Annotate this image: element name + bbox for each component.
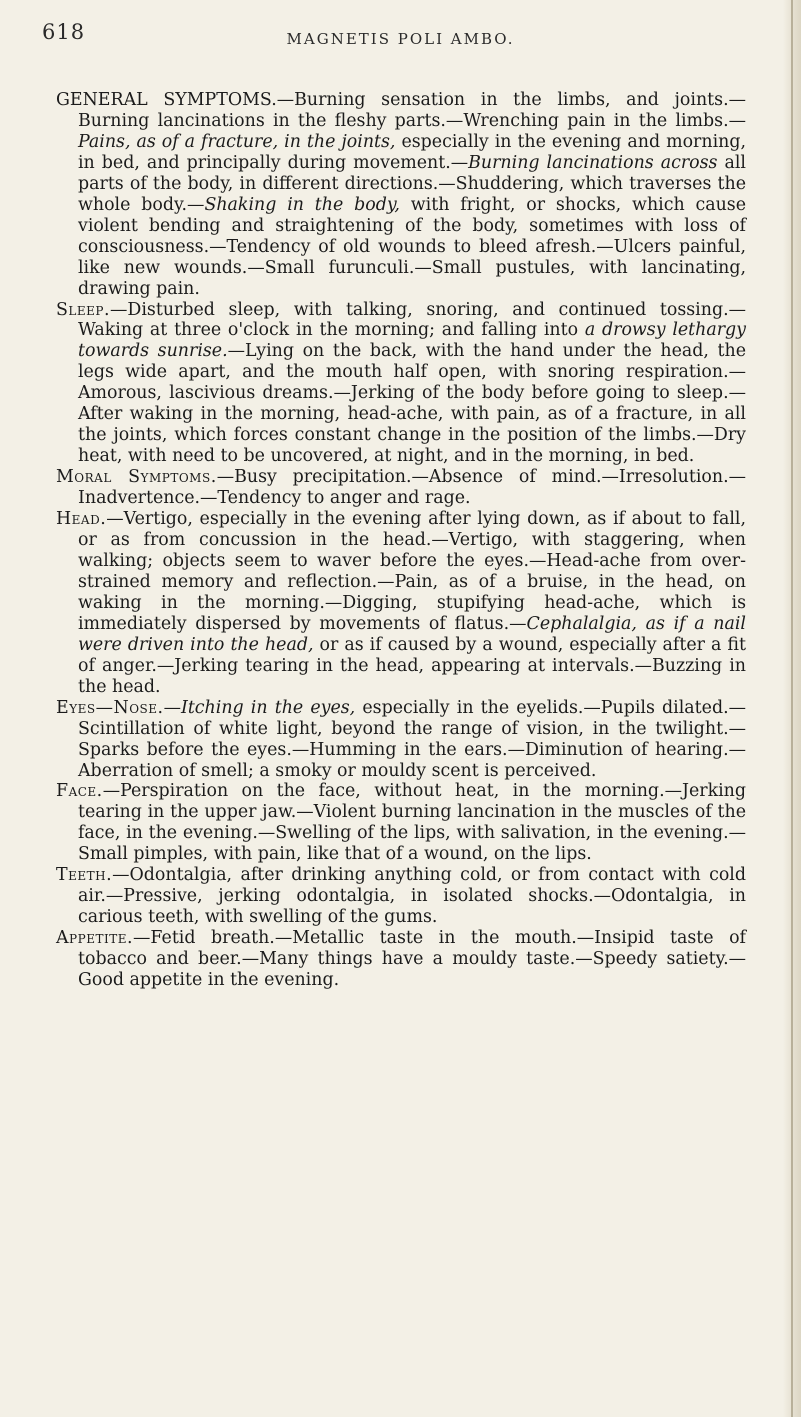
entry-text: —Burning sensation in the limbs, and joints.—Burning lancinations in the fleshy parts.—Wrenching pain in the limbs.— [78, 90, 746, 131]
italic-text: Shaking in the body, [204, 194, 400, 215]
entry-head [56, 509, 746, 698]
entry-general-symptoms [56, 90, 746, 300]
entry-text: —Odontalgia, after drinking anything cold, or from contact with cold air.—Pressive, jerking odontalgia, in isolated shocks.—Odontalgia, in carious teeth, with swelling of the gums. [78, 865, 746, 928]
entry-text: —Busy precipitation.—Absence of mind.—Irresolution.—Inadvertence.—Tendency to anger and rage. [78, 467, 746, 509]
italic-text: Burning lancinations across [468, 152, 718, 173]
entry-text: all parts of the body, in different directions.—Shuddering, which traverses the whole body.— [78, 152, 746, 215]
entry-heading: Head. [56, 509, 107, 530]
entry-heading: Face. [56, 781, 103, 802]
italic-text: Cephalalgia, as if a nail were driven into the head, [78, 613, 746, 655]
page-edge-rule [791, 0, 793, 1417]
entry-sleep [56, 300, 746, 468]
entry-appetite [56, 928, 746, 991]
running-head: MAGNETIS POLI AMBO. [286, 30, 515, 48]
entry-text: especially in the eyelids.—Pupils dilated.—Scintillation of white light, beyond the range of vision, in the twilight.—Sparks before the eyes.—Humming in the ears.—Diminution of hearing.—Aberration of smell; a smoky or mouldy scent is perceived. [78, 697, 746, 781]
entry-moral-symptoms [56, 467, 746, 509]
entry-teeth [56, 865, 746, 928]
italic-text: Itching in the eyes, [180, 697, 356, 718]
page-number: 618 [42, 20, 86, 44]
entry-heading: Sleep. [56, 299, 111, 320]
entry-text: —Lying on the back, with the hand under the head, the legs wide apart, and the mouth half open, with snoring respiration.—Amorous, lascivious dreams.—Jerking of the body before going to sleep.—After waking in the morning, head-ache, with pain, as of a fracture, in all the joints, which forces constant change in the position of the limbs.—Dry heat, with need to be uncovered, at night, and in the morning, in bed. [78, 341, 746, 467]
entry-text: with fright, or shocks, which cause violent bending and straightening of the body, sometimes with loss of consciousness.—Tendency of old wounds to bleed afresh.—Ulcers painful, like new wounds.—Small furunculi.—Small pustules, with lancinating, drawing pain. [78, 194, 747, 299]
entry-text: especially in the evening and morning, in bed, and principally during movement.— [78, 131, 746, 173]
entry-text: — [163, 697, 181, 718]
entry-text: —Fetid breath.—Metallic taste in the mouth.—Insipid taste of tobacco and beer.—Many things have a mouldy taste.—Speedy satiety.—Good appetite in the evening. [78, 928, 746, 991]
entry-text: —Disturbed sleep, with talking, snoring, and continued tossing.—Waking at three o'clock in the morning; and falling into [78, 299, 746, 341]
entry-heading: Eyes—Nose. [56, 697, 164, 718]
entry-face [56, 781, 746, 865]
entry-heading: GENERAL SYMPTOMS. [56, 90, 277, 110]
entry-text: —Vertigo, especially in the evening after lying down, as if about to fall, or as from concussion in the head.—Vertigo, with staggering, when walking; objects seem to waver before the eyes.—Head-ache from over-strained memory and reflection.—Pain, as of a bruise, in the head, on waking in the morning.—Digging, stupifying head-ache, which is immediately dispersed by movements of flatus.— [78, 509, 746, 634]
entry-heading: Moral Symptoms. [56, 467, 217, 488]
symptom-text [56, 90, 746, 991]
entry-heading: Teeth. [56, 865, 113, 886]
italic-text: Pains, as of a fracture, in the joints, [78, 131, 396, 152]
entry-eyes-nose [56, 698, 746, 782]
entry-heading: Appetite. [56, 928, 134, 949]
italic-text: a drowsy lethargy towards sunrise. [78, 320, 747, 362]
entry-text: —Perspiration on the face, without heat, in the morning.—Jerking tearing in the upper jaw.—Violent burning lancination in the muscles of the face, in the evening.—Swelling of the lips, with salivation, in the evening.—Small pimples, with pain, like that of a wound, on the lips. [78, 781, 746, 865]
entry-text: or as if caused by a wound, especially after a fit of anger.—Jerking tearing in the head, appearing at intervals.—Buzzing in the head. [78, 634, 746, 697]
